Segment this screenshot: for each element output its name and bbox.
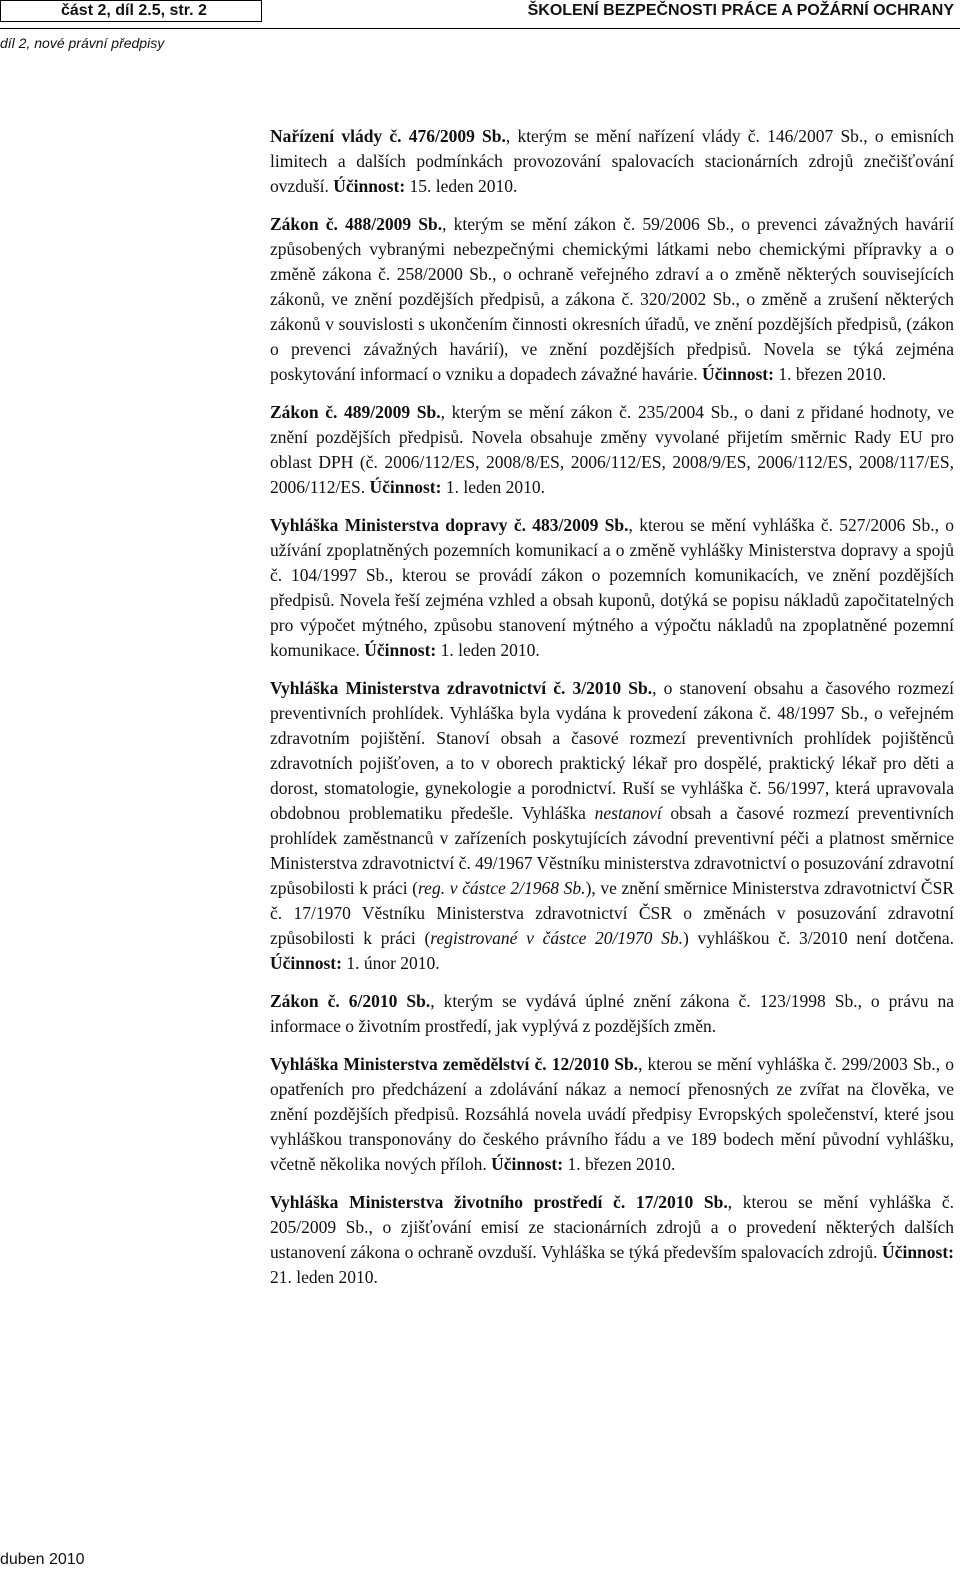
entry-bold-text: Účinnost: (364, 640, 437, 660)
entry-text: , kterým se mění zákon č. 235/2004 Sb., o dani z přidané hodnoty, ve znění pozdějších předpisů. Novela obsahuje změny vyvolané přijetím směrnic Rady EU pro oblast DPH (č. 2006/112/ES, 2008/8/ES, 2006/112/ES, 2008/9/ES, 2006/112/ES, 2008/117/ES, 2006/112/ES. (270, 402, 954, 497)
legislation-entry (270, 1190, 954, 1290)
entry-text: , kterým se mění zákon č. 59/2006 Sb., o prevenci závažných havárií způsobených vybranými nebezpečnými chemickými látkami nebo chemickými přípravky a o změně zákona č. 258/2000 Sb., o ochraně veřejného zdraví a o změně některých souvisejících zákonů, ve znění pozdějších předpisů, a zákona č. 320/2002 Sb., o změně a zrušení některých zákonů v souvislosti s ukončením činnosti okresních úřadů, ve znění pozdějších předpisů, (zákon o prevenci závažných havárií), ve znění pozdějších předpisů. Novela se týká zejména poskytování informací o vzniku a dopadech závažné havárie. (270, 214, 954, 384)
header-subtitle: díl 2, nové právní předpisy (0, 35, 165, 51)
entry-bold-text: Účinnost: (491, 1154, 564, 1174)
entry-text: 21. leden 2010. (270, 1267, 378, 1287)
entry-bold-text: Vyhláška Ministerstva životního prostředí č. 17/2010 Sb. (270, 1192, 728, 1212)
legislation-entry (270, 124, 954, 199)
entry-text: ) vyhláškou č. 3/2010 není dotčena. (683, 928, 955, 948)
legislation-entry (270, 676, 954, 976)
header-title: ŠKOLENÍ BEZPEČNOSTI PRÁCE A POŽÁRNÍ OCHRANY (527, 2, 954, 19)
entry-bold-text: Účinnost: (701, 364, 774, 384)
entry-italic-text: reg. v částce 2/1968 Sb. (418, 878, 586, 898)
entry-text: , kterou se mění vyhláška č. 527/2006 Sb., o užívání zpoplatněných pozemních komunikací a o změně vyhlášky Ministerstva dopravy a spojů č. 104/1997 Sb., kterou se provádí zákon o pozemních komunikacích, ve znění pozdějších předpisů. Novela řeší zejména vzhled a obsah kuponů, dotýká se popisu nákladů započitatelných pro výpočet mýtného, způsobu stanovení mýtného a výpočtu nákladů na zpoplatněné pozemní komunikace. (270, 515, 954, 660)
entry-text: 15. leden 2010. (405, 176, 518, 196)
entry-bold-text: Vyhláška Ministerstva zdravotnictví č. 3/2010 Sb. (270, 678, 653, 698)
entry-text: 1. leden 2010. (436, 640, 540, 660)
entry-text: 1. březen 2010. (563, 1154, 676, 1174)
entry-text: 1. únor 2010. (341, 953, 440, 973)
legislation-entry (270, 212, 954, 387)
entry-text: 1. leden 2010. (441, 477, 545, 497)
entry-bold-text: Vyhláška Ministerstva dopravy č. 483/2009 Sb. (270, 515, 629, 535)
legislation-entry (270, 989, 954, 1039)
entry-bold-text: Vyhláška Ministerstva zemědělství č. 12/2010 Sb. (270, 1054, 639, 1074)
part-label-box (0, 0, 262, 22)
entry-bold-text: Účinnost: (333, 176, 406, 196)
entry-text: , o stanovení obsahu a časového rozmezí preventivních prohlídek. Vyhláška byla vydána k provedení zákona č. 48/1997 Sb., o veřejném zdravotním pojištění. Stanoví obsah a časové rozmezí preventivních prohlídek pojištěnců zdravotních pojišťoven, a to v oborech praktický lékař pro dospělé, praktický lékař pro děti a dorost, stomatologie, gynekologie a porodnictví. Ruší se vyhláška č. 56/1997, která upravovala obdobnou problematiku předešle. Vyhláška (270, 678, 954, 823)
entry-bold-text: Zákon č. 489/2009 Sb. (270, 402, 441, 422)
entry-text: , kterou se mění vyhláška č. 299/2003 Sb., o opatřeních pro předcházení a zdolávání nákaz a nemocí přenosných ze zvířat na člověka, ve znění pozdějších předpisů. Rozsáhlá novela uvádí předpisy Evropských společenství, které jsou vyhláškou transponovány do českého právního řádu a ve 189 bodech mění původní vyhlášku, včetně několika nových příloh. (270, 1054, 954, 1174)
legislation-entry (270, 1052, 954, 1177)
entry-text: , kterou se mění vyhláška č. 205/2009 Sb., o zjišťování emisí ze stacionárních zdrojů a o provedení některých dalších ustanovení zákona o ochraně ovzduší. Vyhláška se týká především spalovacích zdrojů. (270, 1192, 954, 1262)
footer-date: duben 2010 (0, 1551, 85, 1568)
header-divider (0, 28, 960, 29)
entry-bold-text: Účinnost: (270, 953, 342, 973)
legislation-entry (270, 513, 954, 663)
entry-text: , kterým se vydává úplné znění zákona č. 123/1998 Sb., o právu na informace o životním prostředí, jak vyplývá z pozdějších změn. (270, 991, 955, 1036)
entry-text: 1. březen 2010. (773, 364, 887, 384)
entry-text: ), ve znění směrnice Ministerstva zdravotnictví ČSR č. 17/1970 Věstníku Ministerstva zdravotnictví ČSR o změnách v posuzování zdravotní způsobilosti k práci ( (270, 878, 954, 948)
entry-bold-text: Nařízení vlády č. 476/2009 Sb. (270, 126, 506, 146)
entry-bold-text: Zákon č. 6/2010 Sb. (270, 991, 431, 1011)
part-label: část 2, díl 2.5, str. 2 (61, 2, 207, 19)
entry-bold-text: Zákon č. 488/2009 Sb. (270, 214, 443, 234)
entry-text: , kterým se mění nařízení vlády č. 146/2007 Sb., o emisních limitech a dalších podmínkách provozování spalovacích stacionárních zdrojů znečišťování ovzduší. (270, 126, 954, 196)
legislation-entry (270, 400, 954, 500)
entry-italic-text: registrované v částce 20/1970 Sb. (430, 928, 684, 948)
entry-bold-text: Účinnost: (369, 477, 442, 497)
legislation-list (270, 124, 954, 1303)
entry-italic-text: nestanoví (594, 803, 662, 823)
entry-text: obsah a časové rozmezí preventivních prohlídek zaměstnanců v zařízeních poskytujících závodní preventivní péči a platnost směrnice Ministerstva zdravotnictví č. 49/1967 Věstníku ministerstva zdravotnictví o posuzování zdravotní způsobilosti k práci ( (270, 803, 955, 898)
entry-bold-text: Účinnost: (882, 1242, 954, 1262)
